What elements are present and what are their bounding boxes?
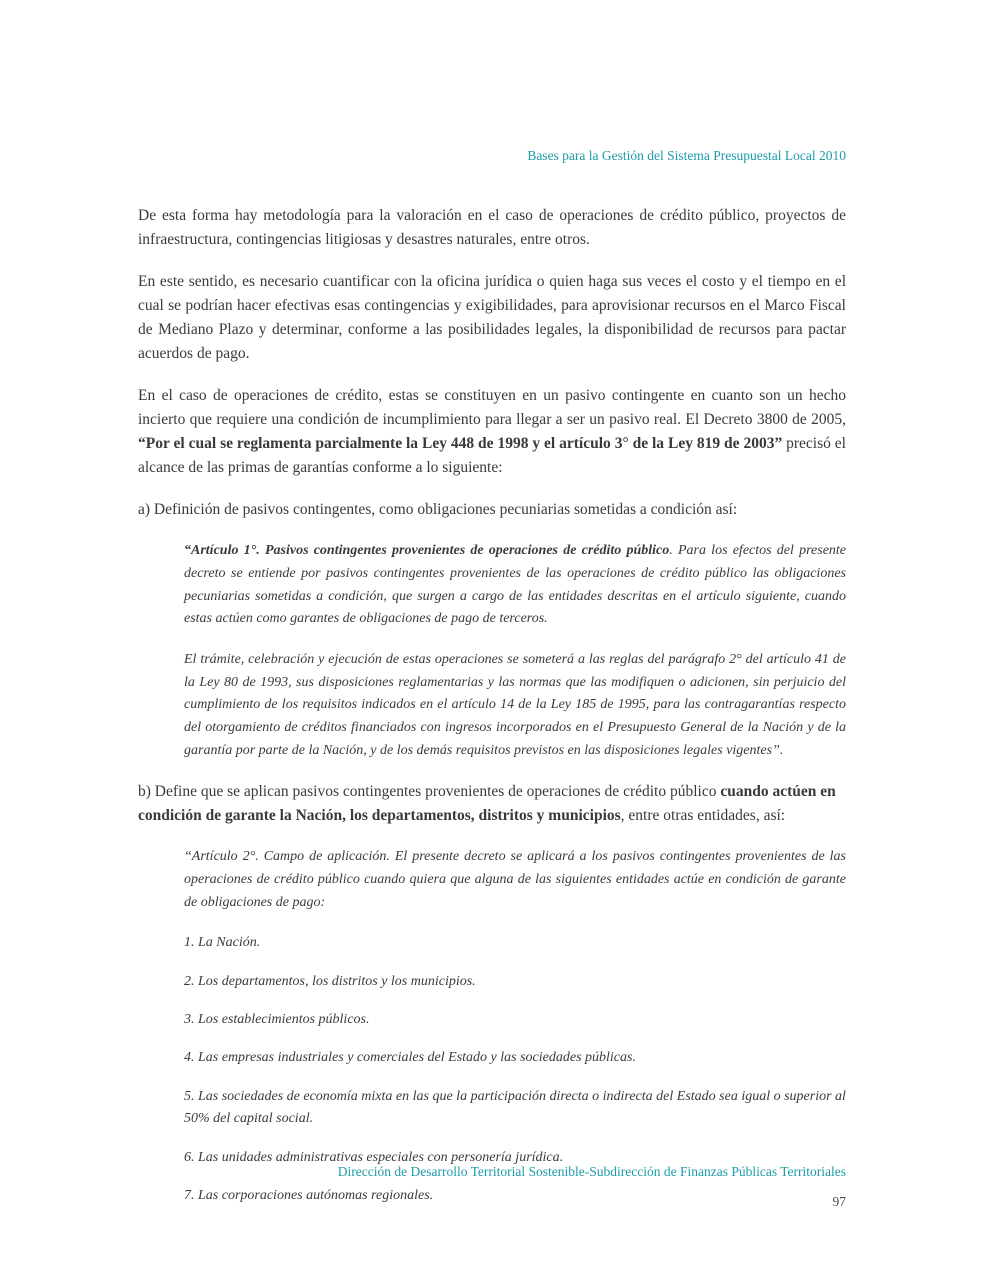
quote-article-1-body: . Para los efectos del presente decreto se entiende por pasivos contingentes provenientes de las operaciones de crédito público las obligaciones pecuniarias sometidas a condición, que surgen a cargo de las entidades descritas en el artículo siguiente, cuando estas actúen como garantes de obligaciones de pago de terceros. <box>184 543 847 627</box>
quote-article-1-title: “Artículo 1°. Pasivos contingentes provenientes de operaciones de crédito público <box>184 543 670 559</box>
paragraph-2: En este sentido, es necesario cuantificar con la oficina jurídica o quien haga sus veces el costo y el tiempo en el cual se podrían hacer efectivas esas contingencias y exigibilidades, para aprovisionar recursos en el Marco Fiscal de Mediano Plazo y determinar, conforme a las posibilidades legales, la disponibilidad de recursos para pactar acuerdos de pago. <box>138 273 846 363</box>
paragraph-1: De esta forma hay metodología para la valoración en el caso de operaciones de crédito público, proyectos de infraestructura, contingencias litigiosas y desastres naturales, entre otros. <box>138 207 846 249</box>
quote-article-1-continued: El trámite, celebración y ejecución de estas operaciones se someterá a las reglas del parágrafo 2° del artículo 41 de la Ley 80 de 1993, sus disposiciones reglamentarias y las normas que las modifiquen o adicionen, sin perjuicio del cumplimiento de los requisitos indicados en el artículo 14 de la Ley 185 de 1995, para las contragarantías respecto del otorgamiento de créditos financiados con ingresos incorporados en el Presupuesto General de la Nación y de la garantía por parte de la Nación, y de los demás requisitos previstos en las disposiciones legales vigentes”. <box>184 651 846 758</box>
page-number: 97 <box>832 1194 846 1209</box>
list-item-3: 3. Los establecimientos públicos. <box>184 1012 370 1028</box>
quote-article-2: “Artículo 2°. Campo de aplicación. El presente decreto se aplicará a los pasivos contingentes provenientes de las operaciones de crédito público cuando quiera que alguna de las siguientes entidades actúe en condición de garante de obligaciones de pago: <box>184 849 846 910</box>
list-item-2: 2. Los departamentos, los distritos y los municipios. <box>184 973 476 989</box>
paragraph-3-run-bold: “Por el cual se reglamenta parcialmente la Ley 448 de 1998 y el artículo 3° de la Ley 819 de 2003” <box>138 435 783 453</box>
list-item-7: 7. Las corporaciones autónomas regionales. <box>184 1188 434 1203</box>
paragraph-3-run-3: precisó el alcance de las primas de garantías conforme a lo siguiente: <box>138 435 846 477</box>
running-footer: Dirección de Desarrollo Territorial Sostenible-Subdirección de Finanzas Públicas Territoriales <box>337 1164 846 1179</box>
item-b <box>138 780 846 828</box>
item-b-run-1: b) Define que se aplican pasivos contingentes provenientes de operaciones de crédito público <box>138 783 721 801</box>
list-item-1: 1. La Nación. <box>184 935 261 951</box>
quote-article-1 <box>184 540 846 631</box>
item-a: a) Definición de pasivos contingentes, como obligaciones pecuniarias sometidas a condición así: <box>138 501 738 519</box>
paragraph-3-run-1: En el caso de operaciones de crédito, estas se constituyen en un pasivo contingente en cuanto son un hecho incierto que requiere una condición de incumplimiento para llegar a ser un pasivo real. El Decreto 3800 de 2005, <box>138 387 846 429</box>
item-b-run-3: , entre otras entidades, así: <box>620 807 786 825</box>
running-header: Bases para la Gestión del Sistema Presupuestal Local 2010 <box>527 148 846 163</box>
item-b-run-bold: cuando actúen en condición de garante la Nación, los departamentos, distritos y municipios <box>138 783 836 825</box>
paragraph-3 <box>138 384 846 480</box>
list-item-4: 4. Las empresas industriales y comerciales del Estado y las sociedades públicas. <box>184 1050 636 1066</box>
page-content <box>138 148 846 1223</box>
list-item-5: 5. Las sociedades de economía mixta en las que la participación directa o indirecta del Estado sea igual o superior al 50% del capital social. <box>184 1088 846 1127</box>
list-item-6: 6. Las unidades administrativas especiales con personería jurídica. <box>184 1149 564 1165</box>
